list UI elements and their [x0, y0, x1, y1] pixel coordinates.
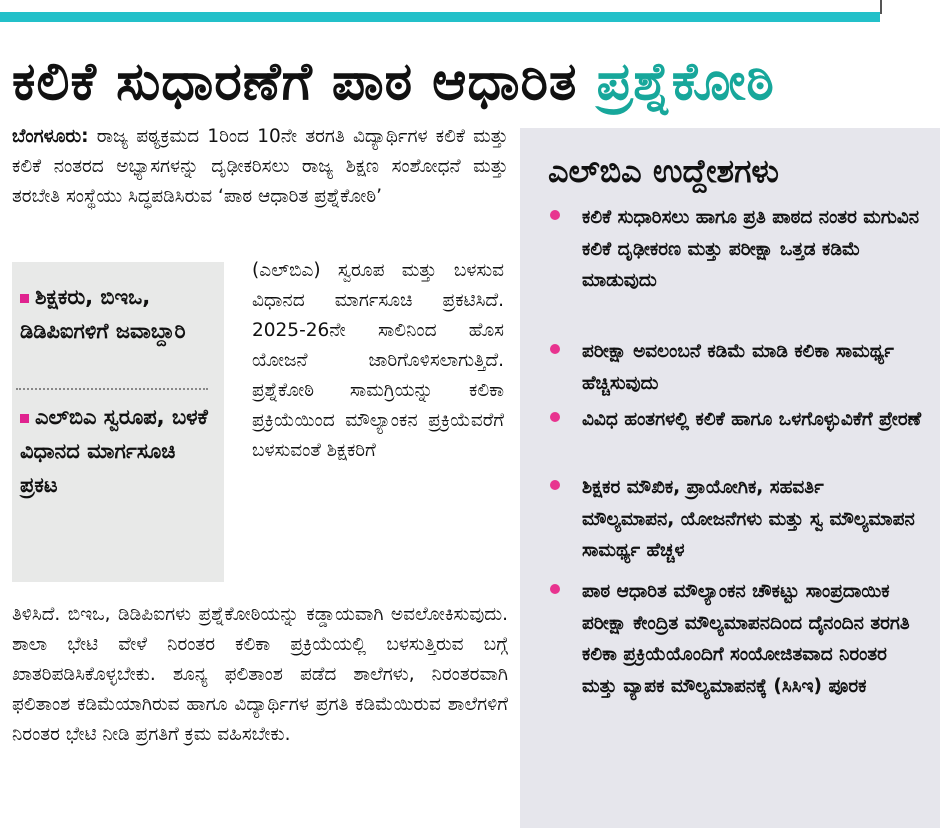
bullet-dot-icon: [550, 584, 560, 594]
bullet-dot-icon: [550, 480, 560, 490]
highlight-divider: [16, 388, 208, 390]
highlight-item: [20, 400, 220, 502]
square-bullet-icon: [20, 294, 29, 303]
objective-text: ಪಾಠ ಆಧಾರಿತ ಮೌಲ್ಯಾಂಕನ ಚೌಕಟ್ಟು ಸಾಂಪ್ರದಾಯಿಕ ಪರೀಕ್ಷಾ ಕೇಂದ್ರಿತ ಮೌಲ್ಯಮಾಪನದಿಂದ ದೈನಂದಿನ ತರಗತಿ ಕಲಿಕಾ ಪ್ರಕ್ರಿಯೆಯೊಂದಿಗೆ ಸಂಯೋಜಿತವಾದ ನಿರಂತರ ಮತ್ತು ವ್ಯಾಪಕ ಮೌಲ್ಯಮಾಪನಕ್ಕೆ (ಸಿಸಿಇ) ಪೂರಕ: [582, 581, 910, 697]
corner-mark: [880, 0, 882, 14]
article-bottom: ತಿಳಿಸಿದೆ. ಬಿಇಒ, ಡಿಡಿಪಿಐಗಳು ಪ್ರಶ್ನೆಕೋಠಿಯನ್ನು ಕಡ್ಡಾಯವಾಗಿ ಅವಲೋಕಿಸುವುದು. ಶಾಲಾ ಭೇಟಿ ವೇಳೆ ನಿರಂತರ ಕಲಿಕಾ ಪ್ರಕ್ರಿಯೆಯಲ್ಲಿ ಬಳಸುತ್ತಿರುವ ಬಗ್ಗೆ ಖಾತರಿಪಡಿಸಿಕೊಳ್ಳಬೇಕು. ಶೂನ್ಯ ಫಲಿತಾಂಶ ಪಡೆದ ಶಾಲೆಗಳು, ನಿರಂತರವಾಗಿ ಫಲಿತಾಂಶ ಕಡಿಮೆಯಾಗಿರುವ ಹಾಗೂ ವಿದ್ಯಾರ್ಥಿಗಳ ಪ್ರಗತಿ ಕಡಿಮೆಯಿರುವ ಶಾಲೆಗಳಿಗೆ ನಿರಂತರ ಭೇಟಿ ನೀಡಿ ಪ್ರಗತಿಗೆ ಕ್ರಮ ವಹಿಸಬೇಕು.: [12, 604, 508, 745]
objectives-panel: [520, 128, 940, 828]
article-intro: [12, 122, 508, 212]
intro-text: ರಾಜ್ಯ ಪಠ್ಯಕ್ರಮದ 1ರಿಂದ 10ನೇ ತರಗತಿ ವಿದ್ಯಾರ್ಥಿಗಳ ಕಲಿಕೆ ಮತ್ತು ಕಲಿಕೆ ನಂತರದ ಅಭ್ಯಾಸಗಳನ್ನು ದೃಢೀಕರಿಸಲು ರಾಜ್ಯ ಶಿಕ್ಷಣ ಸಂಶೋಧನೆ ಮತ್ತು ತರಬೇತಿ ಸಂಸ್ಥೆಯು ಸಿದ್ಧಪಡಿಸಿರುವ ‘ಪಾಠ ಆಧಾರಿತ ಪ್ರಶ್ನೆಕೋಠಿ’: [12, 126, 508, 207]
objective-text: ವಿವಿಧ ಹಂತಗಳಲ್ಲಿ ಕಲಿಕೆ ಹಾಗೂ ಒಳಗೊಳ್ಳುವಿಕೆಗೆ ಪ್ರೇರಣೆ: [582, 409, 922, 430]
headline: [12, 42, 942, 122]
dateline: ಬೆಂಗಳೂರು:: [12, 126, 89, 147]
highlight-item: [20, 280, 220, 348]
accent-bar: [0, 12, 880, 22]
headline-main: ಕಲಿಕೆ ಸುಧಾರಣೆಗೆ ಪಾಠ ಆಧಾರಿತ: [12, 52, 597, 112]
highlights-box: [12, 262, 224, 582]
highlight-text: ಎಲ್‌ಬಿಎ ಸ್ವರೂಪ, ಬಳಕೆ ವಿಧಾನದ ಮಾರ್ಗಸೂಚಿ ಪ್ರಕಟ: [20, 405, 208, 497]
square-bullet-icon: [20, 414, 29, 423]
objective-text: ಶಿಕ್ಷಕರ ಮೌಖಿಕ, ಪ್ರಾಯೋಗಿಕ, ಸಹವರ್ತಿ ಮೌಲ್ಯಮಾಪನ, ಯೋಜನೆಗಳು ಮತ್ತು ಸ್ವ ಮೌಲ್ಯಮಾಪನ ಸಾಮರ್ಥ್ಯ ಹೆಚ್ಚಳ: [582, 477, 915, 561]
panel-title: ಎಲ್‌ಬಿಎ ಉದ್ದೇಶಗಳು: [548, 152, 779, 190]
bullet-dot-icon: [550, 344, 560, 354]
highlight-text: ಶಿಕ್ಷಕರು, ಬಿಇಒ, ಡಿಡಿಪಿಐಗಳಿಗೆ ಜವಾಬ್ದಾರಿ: [20, 285, 186, 343]
objective-text: ಕಲಿಕೆ ಸುಧಾರಿಸಲು ಹಾಗೂ ಪ್ರತಿ ಪಾಠದ ನಂತರ ಮಗುವಿನ ಕಲಿಕೆ ದೃಢೀಕರಣ ಮತ್ತು ಪರೀಕ್ಷಾ ಒತ್ತಡ ಕಡಿಮೆ ಮಾಡುವುದು: [582, 207, 920, 291]
bullet-dot-icon: [550, 412, 560, 422]
objective-text: ಪರೀಕ್ಷಾ ಅವಲಂಬನೆ ಕಡಿಮೆ ಮಾಡಿ ಕಲಿಕಾ ಸಾಮರ್ಥ್ಯ ಹೆಚ್ಚಿಸುವುದು: [582, 341, 894, 394]
article-column-narrow: (ಎಲ್‌ಬಿಎ) ಸ್ವರೂಪ ಮತ್ತು ಬಳಸುವ ವಿಧಾನದ ಮಾರ್ಗಸೂಚಿ ಪ್ರಕಟಿಸಿದೆ. 2025-26ನೇ ಸಾಲಿನಿಂದ ಹೊಸ ಯೋಜನೆ ಜಾರಿಗೊಳಿಸಲಾಗುತ್ತಿದೆ. ಪ್ರಶ್ನೆಕೋಠಿ ಸಾಮಗ್ರಿಯನ್ನು ಕಲಿಕಾ ಪ್ರಕ್ರಿಯೆಯಿಂದ ಮೌಲ್ಯಾಂಕನ ಪ್ರಕ್ರಿಯೆವರೆಗೆ ಬಳಸುವಂತೆ ಶಿಕ್ಷಕರಿಗೆ: [252, 260, 504, 461]
bullet-dot-icon: [550, 210, 560, 220]
headline-highlight: ಪ್ರಶ್ನೆಕೋಠಿ: [596, 52, 775, 112]
